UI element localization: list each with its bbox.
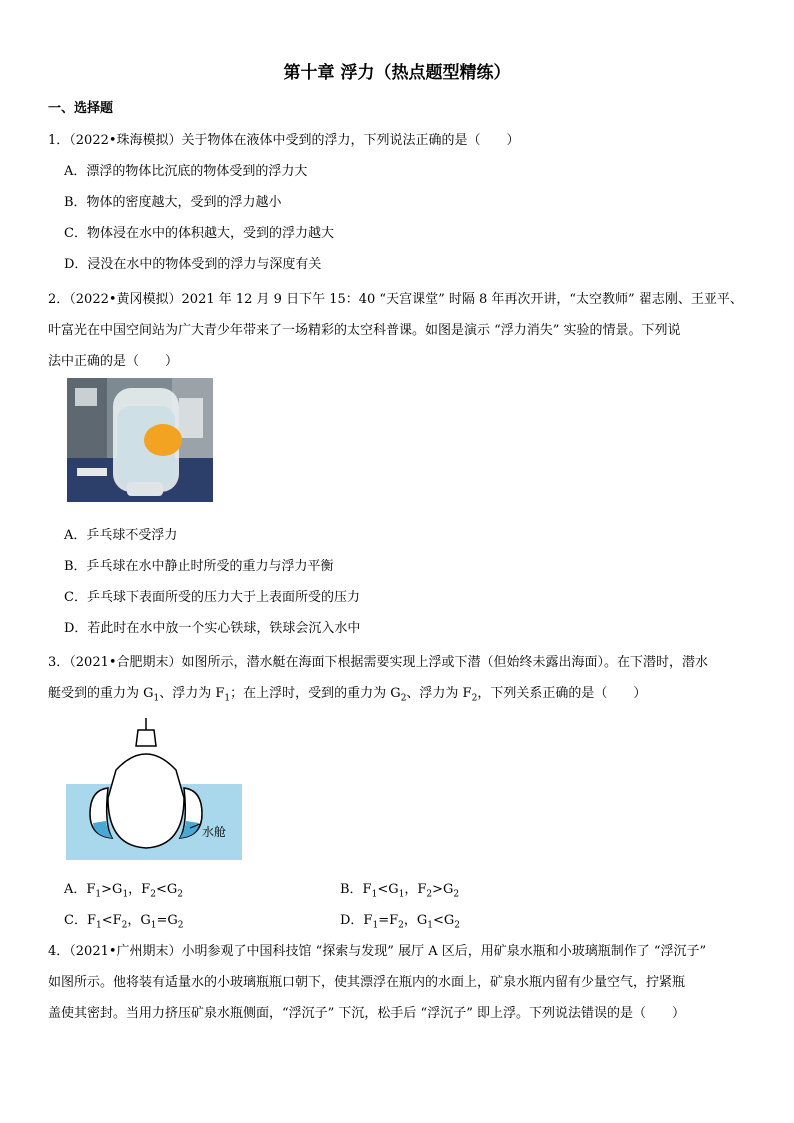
q1-option-a: A．漂浮的物体比沉底的物体受到的浮力大 [64,164,308,179]
q2-stem-line1: 2．（2022•黄冈模拟）2021 年 12 月 9 日下午 15：40 “天宫课堂” 时隔 8 年再次开讲，“太空教师” 翟志刚、王亚平、 [48,292,743,307]
submarine-diagram [66,718,242,860]
q4-stem-line2: 如图所示。他将装有适量水的小玻璃瓶瓶口朝下，使其漂浮在瓶内的水面上，矿泉水瓶内留有少量空气，拧紧瓶 [48,975,686,990]
q1-option-c: C．物体浸在水中的体积越大，受到的浮力越大 [64,226,334,241]
q4-stem-line1: 4．（2021•广州期末）小明参观了中国科技馆 “探索与发现” 展厅 A 区后，用矿泉水瓶和小玻璃瓶制作了 “浮沉子” [48,944,707,959]
q3-option-a: A．$F_1>G_1$，$F_2<G_2$ [64,882,183,900]
page-title: 第十章 浮力（热点题型精练） [283,63,511,83]
water-tank-label: 水舱 [202,825,227,839]
section-heading: 一、选择题 [48,101,114,116]
q3-option-c: C．$F_1<F_2$，$G_1=G_2$ [64,913,184,931]
q2-option-b: B．乒乓球在水中静止时所受的重力与浮力平衡 [64,559,334,574]
q2-stem-line3: 法中正确的是（ ） [48,354,179,369]
q1-option-b: B．物体的密度越大，受到的浮力越小 [64,195,282,210]
q3-stem-line1: 3．（2021•合肥期末）如图所示，潜水艇在海面下根据需要实现上浮或下潜（但始终未露出海面）。在下潜时，潜水 [48,655,709,670]
q4-stem-line3: 盖使其密封。当用力挤压矿泉水瓶侧面，“浮沉子” 下沉，松手后 “浮沉子” 即上浮。下列说法错误的是（ ） [48,1006,685,1021]
q2-stem-line2: 叶富光在中国空间站为广大青少年带来了一场精彩的太空科普课。如图是演示 “浮力消失” 实验的情景。下列说 [48,323,681,338]
q1-option-d: D．浸没在水中的物体受到的浮力与深度有关 [64,257,322,272]
q3-option-b: B．$F_1<G_1$，$F_2>G_2$ [340,882,460,900]
q2-option-c: C．乒乓球下表面所受的压力大于上表面所受的压力 [64,590,360,605]
q1-stem: 1．（2022•珠海模拟）关于物体在液体中受到的浮力，下列说法正确的是（ ） [48,133,520,148]
q2-option-a: A．乒乓球不受浮力 [64,528,178,543]
space-classroom-photo [67,378,213,502]
q3-stem-line2: 艇受到的重力为 $G_1$、浮力为 $F_1$；在上浮时，受到的重力为 $G_2$、浮力为 $F_2$，下列关系正确的是（ ） [48,686,647,704]
q3-option-d: D．$F_1=F_2$，$G_1<G_2$ [340,913,460,931]
q2-option-d: D．若此时在水中放一个实心铁球，铁球会沉入水中 [64,621,361,636]
